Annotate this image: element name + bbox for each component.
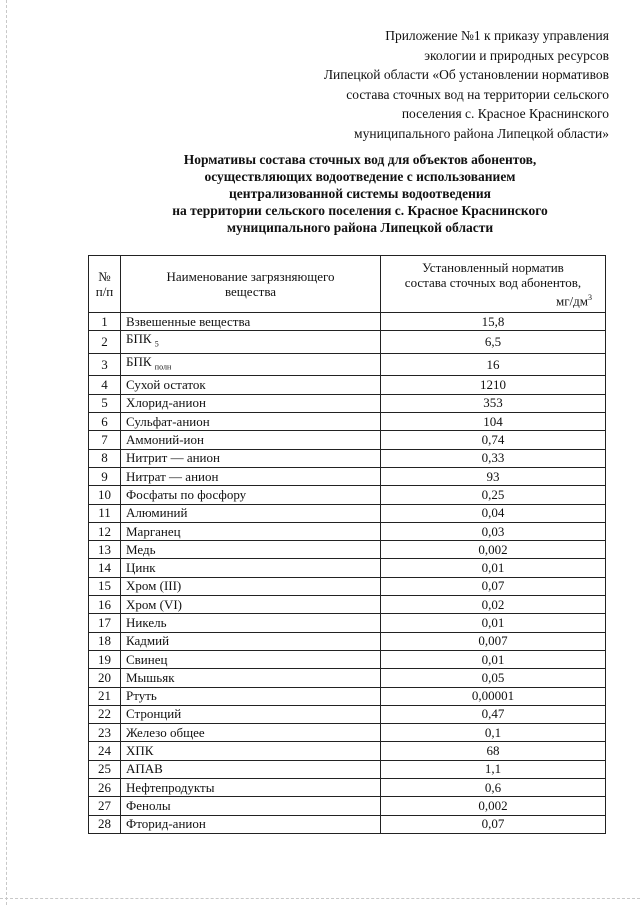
appendix-line: Липецкой области «Об установлении нормативов [323,67,609,82]
row-number: 8 [89,449,121,467]
appendix-note [324,26,609,143]
title-line: централизованной системы водоотведения [229,186,491,201]
table-row [89,376,606,394]
substance-name: Свинец [121,650,381,668]
table-row [89,614,606,632]
row-number: 14 [89,559,121,577]
norm-value: 104 [381,413,606,431]
table-row [89,353,606,376]
row-number: 1 [89,313,121,331]
norm-value: 0,05 [381,669,606,687]
norm-value: 0,47 [381,705,606,723]
row-number: 10 [89,486,121,504]
substance-name: Марганец [121,522,381,540]
norm-value: 0,1 [381,724,606,742]
substance-name: Медь [121,541,381,559]
title-line: осуществляющих водоотведение с использованием [204,169,516,184]
substance-name: Алюминий [121,504,381,522]
row-number: 26 [89,779,121,797]
document-title [140,151,580,236]
row-number: 16 [89,596,121,614]
substance-name: АПАВ [121,760,381,778]
appendix-line: муниципального района Липецкой области» [354,125,609,141]
title-line: Нормативы состава сточных вод для объектов абонентов, [183,152,537,167]
norm-value: 1210 [381,376,606,394]
substance-subscript: полн [154,362,172,372]
row-number: 9 [89,467,121,485]
row-number: 20 [89,669,121,687]
header-substance: Наименование загрязняющего вещества [121,256,381,313]
norm-value: 0,01 [381,614,606,632]
row-number: 25 [89,760,121,778]
norm-value: 6,5 [381,331,606,354]
norm-value: 0,01 [381,650,606,668]
norm-value: 93 [381,467,606,485]
appendix-line: Приложение №1 к приказу управления [385,28,609,43]
row-number: 5 [89,394,121,412]
norm-value: 0,01 [381,559,606,577]
appendix-line: экологии и природных ресурсов [424,47,609,63]
norms-table [88,255,606,834]
header-norm-unit: $мг/дм^3$ [555,292,592,309]
table-row [89,486,606,504]
table-row [89,779,606,797]
scan-edge-left [6,0,7,905]
norm-value: 0,33 [381,449,606,467]
table-row [89,504,606,522]
norm-value: 0,02 [381,596,606,614]
row-number: 27 [89,797,121,815]
row-number: 13 [89,541,121,559]
substance-name: Нитрат — анион [121,467,381,485]
table-row [89,760,606,778]
header-number: № п/п [89,256,121,313]
table-row [89,394,606,412]
substance-name: Хром (III) [121,577,381,595]
norm-value: 15,8 [381,313,606,331]
norm-value: 0,03 [381,522,606,540]
norm-value: 353 [381,394,606,412]
norm-value: 0,74 [381,431,606,449]
row-number: 17 [89,614,121,632]
norm-value: 1,1 [381,760,606,778]
row-number: 6 [89,413,121,431]
row-number: 24 [89,742,121,760]
norm-value: 0,07 [381,815,606,833]
table-row [89,313,606,331]
row-number: 23 [89,724,121,742]
substance-name: Цинк [121,559,381,577]
norm-value: 0,25 [381,486,606,504]
row-number: 11 [89,504,121,522]
table-row [89,541,606,559]
table-row [89,705,606,723]
row-number: 22 [89,705,121,723]
table-row [89,522,606,540]
table-row [89,331,606,354]
substance-subscript: 5 [154,339,159,349]
table-row [89,577,606,595]
row-number: 28 [89,815,121,833]
norm-value: 0,07 [381,577,606,595]
table-row [89,449,606,467]
row-number: 4 [89,376,121,394]
substance-name: Взвешенные вещества [121,313,381,331]
table-row [89,724,606,742]
row-number: 3 [89,353,121,376]
table-row [89,815,606,833]
table-row [89,559,606,577]
substance-name: БПК $_5$ [121,331,381,354]
substance-name: Хром (VI) [121,596,381,614]
row-number: 19 [89,650,121,668]
substance-name: Фенолы [121,797,381,815]
substance-name: Сухой остаток [121,376,381,394]
norm-value: 0,007 [381,632,606,650]
substance-name: ХПК [121,742,381,760]
norm-value: 16 [381,353,606,376]
header-norm: Установленный норматив состава сточных вод абонентов, $мг/дм^3$ [381,256,606,313]
substance-name: Кадмий [121,632,381,650]
norm-value: 0,002 [381,797,606,815]
table-row [89,431,606,449]
norm-value: 68 [381,742,606,760]
norm-value: 0,04 [381,504,606,522]
table-row [89,669,606,687]
table-row [89,413,606,431]
substance-name: Фторид-анион [121,815,381,833]
substance-name: Мышьяк [121,669,381,687]
title-line: муниципального района Липецкой области [226,220,494,235]
substance-name: Нитрит — анион [121,449,381,467]
row-number: 7 [89,431,121,449]
table-row [89,467,606,485]
table-row [89,742,606,760]
table-row [89,650,606,668]
substance-name: Ртуть [121,687,381,705]
table-row [89,632,606,650]
title-line: на территории сельского поселения с. Красное Краснинского [172,203,548,218]
substance-name: Никель [121,614,381,632]
scan-edge-bottom [0,898,640,899]
norm-value: 0,00001 [381,687,606,705]
substance-name: Сульфат-анион [121,413,381,431]
row-number: 2 [89,331,121,354]
row-number: 12 [89,522,121,540]
substance-name: Нефтепродукты [121,779,381,797]
substance-name: Хлорид-анион [121,394,381,412]
row-number: 18 [89,632,121,650]
norm-value: 0,002 [381,541,606,559]
substance-name: БПК $_{полн}$ [121,353,381,376]
substance-name: Аммоний-ион [121,431,381,449]
appendix-line: состава сточных вод на территории сельского [346,86,609,102]
table-row [89,596,606,614]
table-row [89,797,606,815]
appendix-line: поселения с. Красное Краснинского [401,106,609,121]
row-number: 21 [89,687,121,705]
table-row [89,687,606,705]
norm-value: 0,6 [381,779,606,797]
row-number: 15 [89,577,121,595]
table-header-row [89,256,606,313]
substance-name: Фосфаты по фосфору [121,486,381,504]
substance-name: Стронций [121,705,381,723]
substance-name: Железо общее [121,724,381,742]
